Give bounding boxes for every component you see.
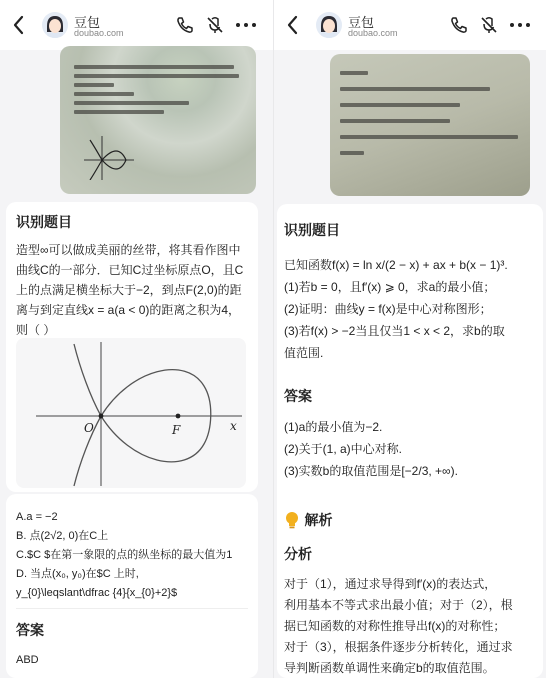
analysis-line: 利用基本不等式求出最小值；对于（2），根 — [284, 598, 513, 612]
avatar[interactable] — [42, 12, 68, 38]
divider — [16, 608, 248, 609]
section-title: 识别题目 — [284, 222, 340, 238]
question-text — [284, 254, 536, 364]
option-c: C.$C $在第一象限的点的纵坐标的最大值为1 — [16, 549, 233, 561]
left-top-bar — [0, 0, 273, 50]
analysis-header — [284, 510, 332, 530]
option-d: D. 当点(x₀, y₀)在$C 上时, — [16, 568, 139, 580]
answer-line: (2)关于(1, a)中心对称. — [284, 442, 403, 456]
avatar[interactable] — [316, 12, 342, 38]
options-card — [6, 494, 258, 678]
curve-figure — [16, 338, 246, 488]
phone-icon[interactable] — [175, 15, 195, 35]
uploaded-question-photo[interactable] — [330, 54, 530, 196]
mute-icon[interactable] — [479, 15, 499, 35]
app-title: 豆包 — [74, 15, 101, 30]
right-chat-pane — [273, 0, 546, 678]
question-line: 曲线C的一部分．已知C过坐标原点O，且C — [16, 263, 244, 277]
x-axis-label: x — [230, 419, 237, 433]
app-subtitle: doubao.com — [348, 28, 398, 38]
question-card — [6, 202, 258, 492]
question-text — [16, 240, 252, 340]
question-card — [277, 204, 543, 678]
option-b: B. 点(2√2, 0)在C上 — [16, 530, 109, 542]
more-icon[interactable] — [233, 15, 259, 35]
analysis-line: 对于（1），通过求导得到f′(x)的表达式， — [284, 577, 497, 591]
analysis-subtitle: 分析 — [284, 546, 312, 562]
more-icon[interactable] — [507, 15, 533, 35]
question-line: (1)若b = 0，且f′(x) ⩾ 0，求a的最小值； — [284, 280, 496, 294]
question-line: 离与到定直线x = a(a < 0)的距离之积为4， — [16, 303, 241, 317]
analysis-title: 解析 — [304, 512, 333, 528]
curve-figure-svg — [16, 338, 246, 488]
back-icon[interactable] — [282, 12, 304, 38]
question-line: (3)若f(x) > −2当且仅当1 < x < 2，求b的取 — [284, 324, 505, 338]
analysis-line: 对于（3），根据条件逐步分析转化，通过求 — [284, 640, 513, 654]
answer-text: ABD — [16, 654, 39, 666]
answer-line: (3)实数b的取值范围是[−2/3, +∞). — [284, 464, 458, 478]
focus-label: F — [172, 423, 181, 437]
question-line: 已知函数f(x) = ln x/(2 − x) + ax + b(x − 1)³. — [284, 258, 508, 272]
question-line: 值范围. — [284, 346, 324, 360]
answer-text — [284, 416, 536, 482]
analysis-text — [284, 574, 540, 678]
mute-icon[interactable] — [205, 15, 225, 35]
analysis-line: 据已知函数的对称性推导出f(x)的对称性； — [284, 619, 506, 633]
option-a: A.a = −2 — [16, 511, 58, 523]
answer-title: 答案 — [16, 622, 44, 638]
back-icon[interactable] — [8, 12, 30, 38]
origin-label: O — [84, 421, 94, 435]
phone-icon[interactable] — [449, 15, 469, 35]
analysis-line: 导判断函数单调性来确定b的取值范围。 — [284, 661, 495, 675]
answer-title: 答案 — [284, 388, 312, 404]
option-d-cont: y_{0}\leqslant\dfrac {4}{x_{0}+2}$ — [16, 587, 178, 599]
answer-line: (1)a的最小值为−2. — [284, 420, 383, 434]
question-line: 上的点满足横坐标大于−2，到点F(2,0)的距 — [16, 283, 242, 297]
options-list — [16, 508, 256, 603]
bulb-icon — [284, 511, 300, 529]
section-title: 识别题目 — [16, 214, 72, 230]
right-top-bar — [274, 0, 546, 50]
app-subtitle: doubao.com — [74, 28, 124, 38]
app-title: 豆包 — [348, 15, 375, 30]
uploaded-question-photo[interactable] — [60, 46, 256, 194]
question-line: (2)证明：曲线y = f(x)是中心对称图形； — [284, 302, 492, 316]
question-line: 造型∞可以做成美丽的丝带，将其看作图中 — [16, 243, 241, 257]
question-line: 则（ ） — [16, 323, 56, 337]
